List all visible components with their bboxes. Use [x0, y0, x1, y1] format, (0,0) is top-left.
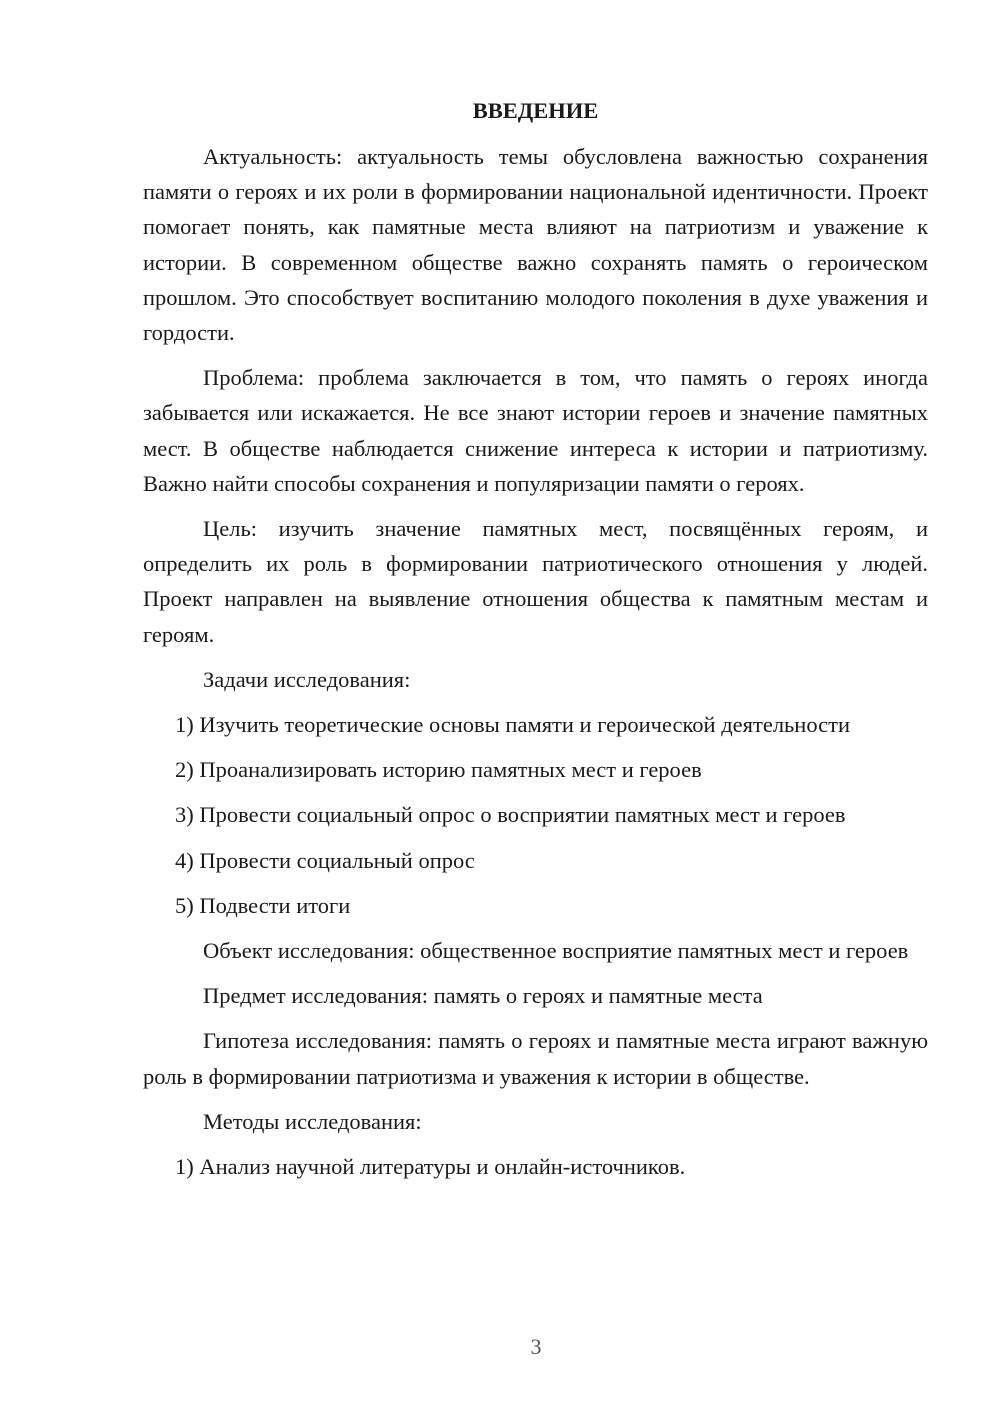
page-number: 3	[530, 1334, 542, 1359]
list-item: 2) Проанализировать историю памятных мест и героев	[175, 757, 702, 783]
problem-paragraph: Проблема: проблема заключается в том, что память о героях иногда забывается или искажается. Не все знают истории героев и значение памятных мест. В обществе наблюдается снижение интереса к истории и патриотизму. Важно найти способы сохранения и популяризации памяти о героях.	[143, 365, 928, 496]
list-item: 3) Провести социальный опрос о восприятии памятных мест и героев	[175, 802, 846, 828]
hypothesis-paragraph: Гипотеза исследования: память о героях и памятные места играют важную роль в формировании патриотизма и уважения к истории в обществе.	[143, 1028, 928, 1089]
tasks-heading: Задачи исследования:	[203, 666, 411, 692]
page-content	[143, 95, 928, 1194]
subject-paragraph: Предмет исследования: память о героях и памятные места	[203, 983, 763, 1009]
page-title: ВВЕДЕНИЕ	[472, 98, 599, 123]
goal-paragraph: Цель: изучить значение памятных мест, посвящённых героям, и определить их роль в формировании патриотического отношения у людей. Проект направлен на выявление отношения общества к памятным местам и героям.	[143, 516, 928, 647]
list-item: 4) Провести социальный опрос	[175, 847, 475, 873]
tasks-list	[143, 707, 928, 923]
list-item: 5) Подвести итоги	[175, 892, 351, 918]
list-item: 1) Изучить теоретические основы памяти и героической деятельности	[175, 712, 851, 738]
methods-heading: Методы исследования:	[203, 1108, 422, 1134]
methods-list	[143, 1149, 928, 1184]
object-paragraph: Объект исследования: общественное восприятие памятных мест и героев	[203, 938, 909, 964]
list-item: 1) Анализ научной литературы и онлайн-источников.	[175, 1154, 686, 1180]
relevance-paragraph: Актуальность: актуальность темы обусловлена важностью сохранения памяти о героях и их роли в формировании национальной идентичности. Проект помогает понять, как памятные места влияют на патриотизм и уважение к истории. В современном обществе важно сохранять память о героическом прошлом. Это способствует воспитанию молодого поколения в духе уважения и гордости.	[143, 144, 928, 346]
